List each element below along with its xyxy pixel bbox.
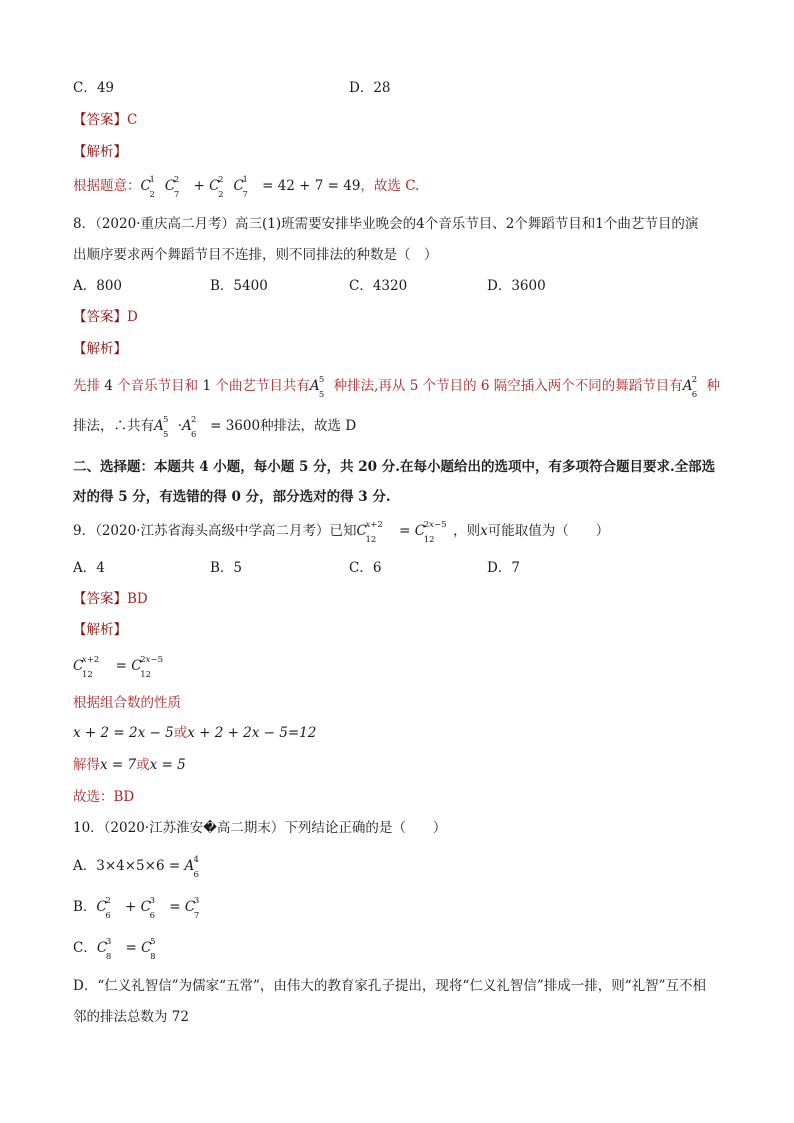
answer-value: C xyxy=(127,112,138,128)
q9-analysis-formula: C x+2 12 = C 2x−5 12 xyxy=(73,655,163,680)
q9-stem: 9．（2020·江苏省海头高级中学高二月考）已知C x+2 12 = C 2x−5 12 ，则x可能取值为（ ） xyxy=(73,520,610,545)
q8-option-d: D．3600 xyxy=(487,278,546,294)
q10-option-d-line1: D．“仁义礼智信”为儒家“五常”，由伟大的教育家孔子提出，现将“仁义礼智信”排成一排，则“礼智”互不相 xyxy=(73,978,707,994)
answer-value: D xyxy=(127,309,138,325)
answer-tag: 【答案】 xyxy=(73,309,127,325)
answer-value: BD xyxy=(127,591,148,607)
q10-option-c: C．C 3 8 = C 5 8 xyxy=(73,937,156,962)
q9-option-a: A．4 xyxy=(73,560,105,576)
q9-analysis-choose: 故选：BD xyxy=(73,789,135,805)
answer-tag: 【答案】 xyxy=(73,112,127,128)
q9-analysis-solve: 解得x = 7或x = 5 xyxy=(73,757,186,773)
q8-answer xyxy=(73,307,138,327)
analysis-suffix: ，故选 C. xyxy=(360,178,420,194)
q7-answer xyxy=(73,110,137,130)
q8-analysis-tag: 【解析】 xyxy=(73,341,127,357)
q10-stem: 10．（2020·江苏淮安�高二期末）下列结论正确的是（ ） xyxy=(73,820,447,836)
q9-option-d: D．7 xyxy=(487,560,520,576)
q8-stem-line1: 8．（2020·重庆高二月考）高三(1)班需要安排毕业晚会的4个音乐节目、2个舞蹈节目和1个曲艺节目的演 xyxy=(73,216,699,232)
section2-heading-line2: 对的得 5 分，有选错的得 0 分，部分选对的得 3 分. xyxy=(73,489,391,505)
q8-option-c: C．4320 xyxy=(349,278,408,294)
q8-stem-line2: 出顺序要求两个舞蹈节目不连排，则不同排法的种数是（ ） xyxy=(73,247,438,263)
q8-analysis-line2: 排法，∴共有A 5 5 ·A 2 6 = 3600种排法，故选 D xyxy=(73,415,357,440)
q8-option-a: A．800 xyxy=(73,278,123,294)
q8-option-b: B．5400 xyxy=(210,278,268,294)
q9-option-b: B．5 xyxy=(210,560,243,576)
q8-analysis-line1: 先排 4 个音乐节目和 1 个曲艺节目共有A 5 5 种排法,再从 5 个节目的 6 隔空插入两个不同的舞蹈节目有A 2 6 种 xyxy=(73,375,721,400)
answer-tag: 【答案】 xyxy=(73,591,127,607)
q7-analysis xyxy=(73,175,420,200)
q9-analysis-tag: 【解析】 xyxy=(73,622,127,638)
q9-answer xyxy=(73,589,148,609)
q10-option-d-line2: 邻的排法总数为 72 xyxy=(73,1009,189,1025)
analysis-formula: C 1 2 C 2 7 + C 2 2 C 1 7 = 42 + 7 = 49 xyxy=(140,175,361,200)
q7-option-d: D．28 xyxy=(349,80,391,96)
q9-analysis-property: 根据组合数的性质 xyxy=(73,695,181,711)
q10-option-b: B．C 2 6 + C 3 6 = C 3 7 xyxy=(73,896,200,921)
q7-analysis-tag: 【解析】 xyxy=(73,144,127,160)
analysis-prefix: 根据题意： xyxy=(73,178,141,194)
q9-option-c: C．6 xyxy=(349,560,382,576)
section2-heading-line1: 二、选择题：本题共 4 小题，每小题 5 分，共 20 分.在每小题给出的选项中，有多项符合题目要求.全部选 xyxy=(73,459,716,475)
q9-analysis-equation: x + 2 = 2x − 5或x + 2 + 2x − 5=12 xyxy=(73,725,317,741)
q7-option-c: C．49 xyxy=(73,80,115,96)
q10-option-a: A．3×4×5×6 = A 4 6 xyxy=(73,855,199,880)
